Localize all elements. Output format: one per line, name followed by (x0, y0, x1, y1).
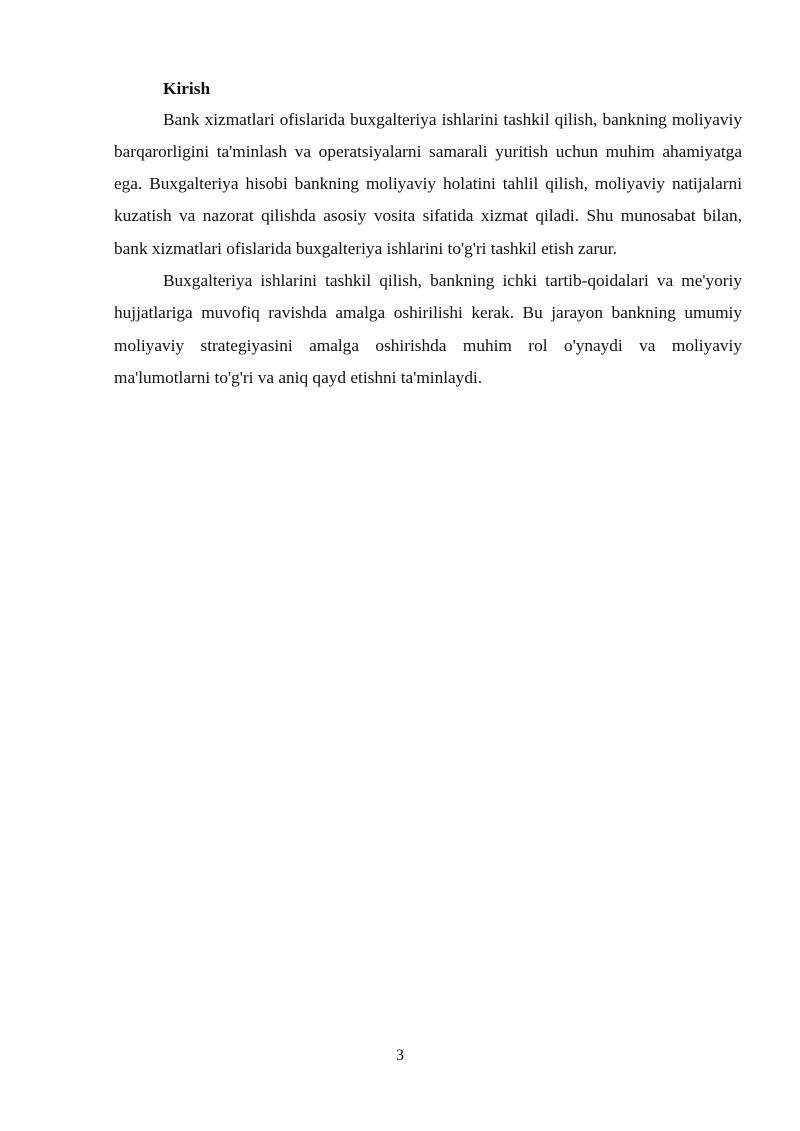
page-number: 3 (396, 1047, 404, 1064)
section-heading: Kirish (163, 79, 211, 98)
paragraph-2: Buxgalteriya ishlarini tashkil qilish, bankning ichki tartib-qoidalari va me'yoriy hujjatlariga muvofiq ravishda amalga oshirilishi kerak. Bu jarayon bankning umumiy moliyaviy strategiyasini amalga oshirishda muhim rol o'ynaydi va moliyaviy ma'lumotlarni to'g'ri va aniq qayd etishni ta'minlaydi. (114, 270, 742, 387)
page-content (114, 74, 742, 394)
paragraph-1: Bank xizmatlari ofislarida buxgalteriya ishlarini tashkil qilish, bankning moliyaviy barqarorligini ta'minlash va operatsiyalarni samarali yuritish uchun muhim ahamiyatga ega. Buxgalteriya hisobi bankning moliyaviy holatini tahlil qilish, moliyaviy natijalarni kuzatish va nazorat qilishda asosiy vosita sifatida xizmat qiladi. Shu munosabat bilan, bank xizmatlari ofislarida buxgalteriya ishlarini to'g'ri tashkil etish zarur. (114, 109, 742, 258)
